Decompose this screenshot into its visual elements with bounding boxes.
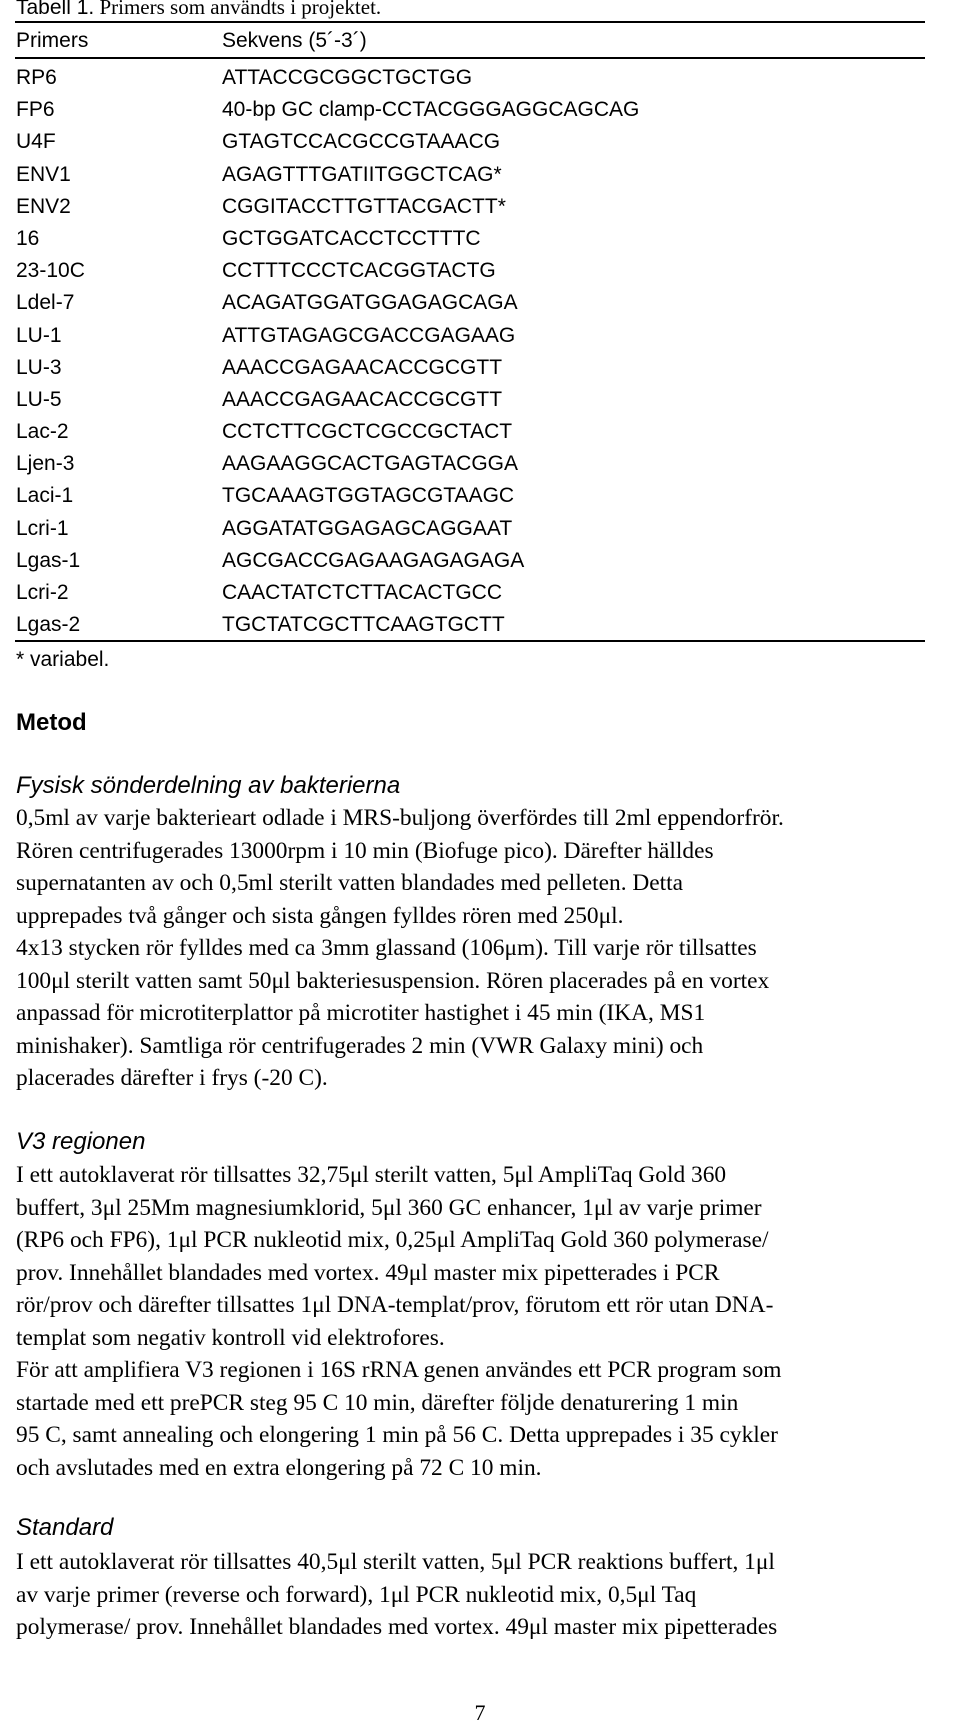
text-line: För att amplifiera V3 regionen i 16S rRNA genen användes ett PCR program som [16, 1357, 782, 1383]
primer-sequence: AAGAAGGCACTGAGTACGGA [222, 452, 518, 476]
text-line: minishaker). Samtliga rör centrifugerades 2 min (VWR Galaxy mini) och [16, 1032, 704, 1059]
table-bottom-rule [15, 640, 925, 642]
text-line: 95 C, samt annealing och elongering 1 min på 56 C. Detta upprepades i 35 cykler [16, 1422, 778, 1448]
table-header-rule [15, 57, 925, 59]
text-line: 100μl sterilt vatten samt 50μl bakteriesuspension. Rören placerades på en vortex [16, 967, 770, 994]
table-row [0, 480, 960, 512]
table-caption [16, 0, 381, 21]
paragraph-standard [16, 1546, 946, 1644]
text-line: anpassad för microtiterplattor på microtiter hastighet i 45 min (IKA, MS1 [16, 1000, 706, 1026]
primer-sequence: CGGITACCTTGTTACGACTT* [222, 194, 506, 218]
text-line: upprepades två gånger och sista gången fylldes rören med 250μl. [16, 902, 624, 929]
primer-name: Lac-2 [16, 420, 69, 444]
table-row [0, 416, 960, 448]
primer-name: FP6 [16, 98, 55, 122]
text-line: templat som negativ kontroll vid elektrofores. [16, 1324, 445, 1351]
table-row [0, 577, 960, 609]
table-row [0, 287, 960, 319]
primer-name: Lgas-2 [16, 613, 81, 637]
text-line: (RP6 och FP6), 1μl PCR nukleotid mix, 0,25μl AmpliTaq Gold 360 polymerase/ [16, 1227, 769, 1253]
primer-sequence: CCTCTTCGCTCGCCGCTACT [222, 420, 513, 444]
primer-name: Lcri-1 [16, 516, 69, 540]
text-line: I ett autoklaverat rör tillsattes 32,75μl sterilt vatten, 5μl AmpliTaq Gold 360 [16, 1162, 727, 1188]
text-line: av varje primer (reverse och forward), 1μl PCR nukleotid mix, 0,5μl Taq [16, 1581, 697, 1608]
primer-sequence: CAACTATCTCTTACACTGCC [222, 581, 502, 604]
primer-name: Lgas-1 [16, 548, 81, 572]
header-primers: Primers [16, 29, 89, 52]
primer-table-body [0, 62, 960, 641]
primer-name: Ldel-7 [16, 291, 75, 315]
table-row [0, 255, 960, 287]
table-row [0, 62, 960, 94]
primer-name: Lcri-2 [16, 581, 69, 604]
text-line: buffert, 3μl 25Mm magnesiumklorid, 5μl 360 GC enhancer, 1μl av varje primer [16, 1194, 762, 1221]
primer-sequence: AGAGTTTGATIITGGCTCAG* [222, 162, 502, 186]
primer-sequence: AGGATATGGAGAGCAGGAAT [222, 516, 513, 540]
text-line: I ett autoklaverat rör tillsattes 40,5μl sterilt vatten, 5μl PCR reaktions buffert, 1μl [16, 1549, 775, 1575]
text-line: 4x13 stycken rör fylldes med ca 3mm glassand (106μm). Till varje rör tillsattes [16, 935, 757, 961]
primer-sequence: TGCTATCGCTTCAAGTGCTT [222, 613, 505, 637]
table-row [0, 126, 960, 158]
table-row [0, 545, 960, 577]
primer-sequence: CCTTTCCCTCACGGTACTG [222, 259, 496, 283]
subsection-title-v3: V3 regionen [16, 1128, 146, 1155]
text-line: och avslutades med en extra elongering på 72 C 10 min. [16, 1454, 542, 1481]
primer-sequence: AAACCGAGAACACCGCGTT [222, 355, 503, 379]
table-row [0, 352, 960, 384]
text-line: rör/prov och därefter tillsattes 1μl DNA-templat/prov, förutom ett rör utan DNA- [16, 1292, 774, 1318]
table-row [0, 384, 960, 416]
table-row [0, 513, 960, 545]
primer-name: RP6 [16, 66, 57, 89]
table-row [0, 320, 960, 352]
table-top-rule [15, 21, 925, 23]
table-header [0, 26, 960, 56]
subsection-title-fysisk: Fysisk sönderdelning av bakterierna [16, 772, 401, 799]
primer-name: LU-1 [16, 323, 62, 347]
primer-name: LU-5 [16, 387, 62, 411]
primer-sequence: GTAGTCCACGCCGTAAACG [222, 130, 501, 154]
text-line: startade med ett prePCR steg 95 C 10 min, därefter följde denaturering 1 min [16, 1389, 739, 1416]
primer-name: ENV1 [16, 162, 71, 186]
primer-name: 23-10C [16, 259, 85, 283]
text-line: placerades därefter i frys (-20 C). [16, 1065, 328, 1091]
table-row [0, 191, 960, 223]
table-row [0, 609, 960, 641]
primer-sequence: ATTGTAGAGCGACCGAGAAG [222, 323, 516, 347]
primer-sequence: TGCAAAGTGGTAGCGTAAGC [222, 484, 515, 508]
primer-sequence: ACAGATGGATGGAGAGCAGA [222, 291, 518, 315]
paragraph-fysisk [16, 802, 946, 1095]
primer-sequence: AAACCGAGAACACCGCGTT [222, 387, 503, 411]
primer-name: LU-3 [16, 355, 62, 379]
text-line: prov. Innehållet blandades med vortex. 49μl master mix pipetterades i PCR [16, 1259, 720, 1286]
paragraph-v3 [16, 1159, 946, 1484]
table-row [0, 94, 960, 126]
table-row [0, 159, 960, 191]
table-caption-text: Primers som användts i projektet. [99, 0, 382, 19]
table-row [0, 448, 960, 480]
primer-name: Ljen-3 [16, 452, 75, 476]
primer-sequence: 40-bp GC clamp-CCTACGGGAGGCAGCAG [222, 98, 640, 122]
primer-sequence: AGCGACCGAGAAGAGAGAGA [222, 548, 525, 572]
primer-sequence: GCTGGATCACCTCCTTTC [222, 226, 481, 250]
primer-name: U4F [16, 130, 56, 154]
text-line: supernatanten av och 0,5ml sterilt vatten blandades med pelleten. Detta [16, 870, 684, 896]
table-row [0, 223, 960, 255]
text-line: Rören centrifugerades 13000rpm i 10 min (Biofuge pico). Därefter hälldes [16, 837, 714, 864]
text-line: 0,5ml av varje bakterieart odlade i MRS-buljong överfördes till 2ml eppendorfrör. [16, 805, 784, 831]
text-line: polymerase/ prov. Innehållet blandades med vortex. 49μl master mix pipetterades [16, 1614, 778, 1640]
primer-name: 16 [16, 226, 40, 250]
table-footnote: * variabel. [16, 648, 110, 671]
primer-name: Laci-1 [16, 484, 74, 508]
subsection-title-standard: Standard [16, 1514, 114, 1541]
primer-sequence: ATTACCGCGGCTGCTGG [222, 66, 473, 89]
primer-name: ENV2 [16, 194, 71, 218]
section-heading: Metod [16, 709, 87, 736]
table-caption-label: Tabell 1. [16, 0, 95, 19]
header-sequence: Sekvens (5´-3´) [222, 29, 367, 52]
page-number: 7 [474, 1700, 486, 1725]
